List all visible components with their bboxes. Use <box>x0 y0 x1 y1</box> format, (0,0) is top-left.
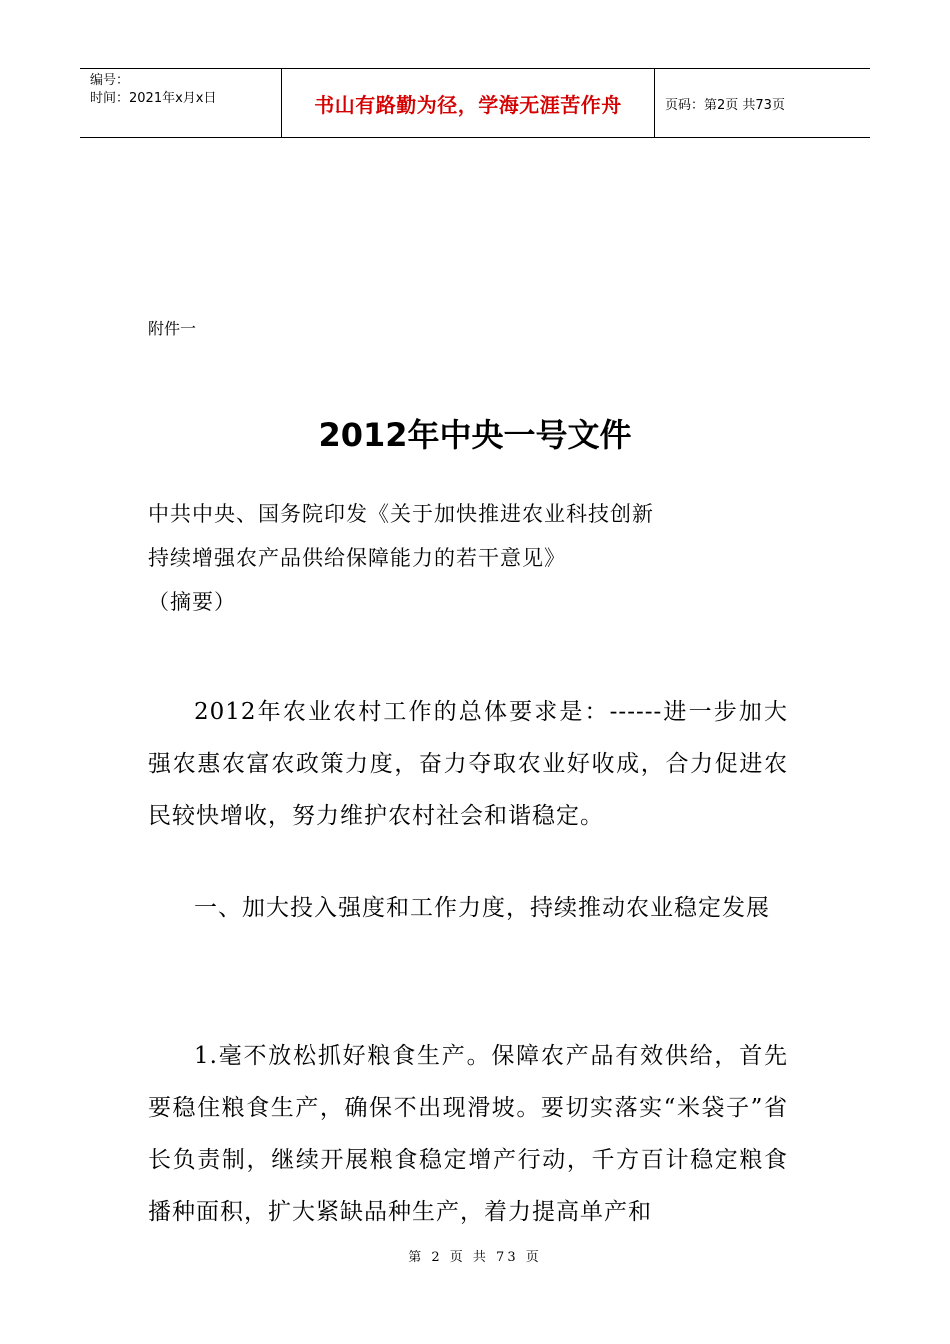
body-paragraph-1: 2012年农业农村工作的总体要求是：------进一步加大强农惠农富农政策力度，奋力夺取农业好收成，合力促进农民较快增收，努力维护农村社会和谐稳定。 <box>148 699 788 829</box>
document-title: 2012年中央一号文件 <box>318 416 632 454</box>
page-footer: 第 2 页 共 73 页 <box>408 1250 542 1265</box>
header-motto: 书山有路勤为径，学海无涯苦作舟 <box>282 69 655 137</box>
page-header <box>80 68 870 138</box>
header-page-info: 页码：第2页 共73页 <box>665 97 785 113</box>
subtitle-line-3: （摘要） <box>148 590 236 614</box>
attachment-label: 附件一 <box>148 319 197 338</box>
document-subtitle <box>148 492 654 624</box>
header-meta-cell <box>80 69 282 137</box>
subtitle-line-2: 持续增强农产品供给保障能力的若干意见》 <box>148 546 566 570</box>
body-paragraph-2: 1.毫不放松抓好粮食生产。保障农产品有效供给，首先要稳住粮食生产，确保不出现滑坡。要切实落实“米袋子”省长负责制，继续开展粮食稳定增产行动，千方百计稳定粮食播种面积，扩大紧缺品种生产，着力提高单产和 <box>148 1043 788 1225</box>
time-label: 时间：2021年x月x日 <box>90 91 217 106</box>
section-heading-1: 一、加大投入强度和工作力度，持续推动农业稳定发展 <box>194 895 770 921</box>
subtitle-line-1: 中共中央、国务院印发《关于加快推进农业科技创新 <box>148 502 654 526</box>
code-label: 编号： <box>90 73 130 88</box>
